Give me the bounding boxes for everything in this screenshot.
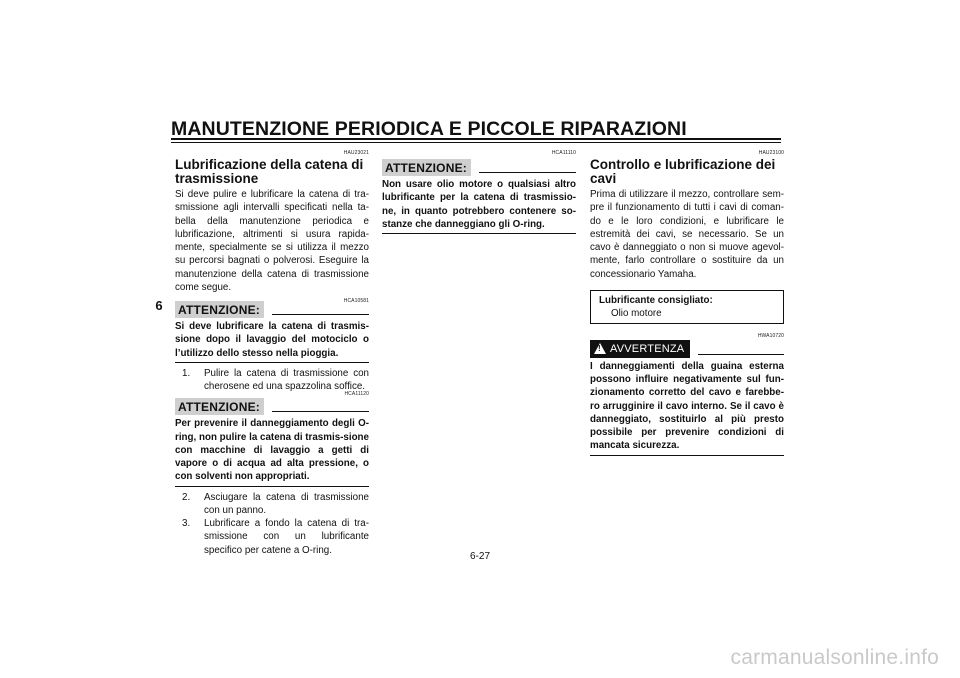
- lubricant-value: Olio motore: [611, 307, 662, 319]
- section-body: Si deve pulire e lubrificare la catena di tra-smissione agli intervalli specificati nella ta-bella della manutenzione periodica e lubrificazione, altrimenti si usura rapida-mente, specialmente se si utilizza il mezzo su percorsi bagnati o polverosi. Eseguire la manutenzione della catena di trasmissione come segue.: [175, 189, 369, 293]
- column-3: [590, 150, 784, 456]
- warning-triangle-icon: !: [594, 343, 606, 354]
- caution-code: HCA11110: [551, 150, 576, 156]
- caution-label: ATTENZIONE:: [382, 159, 471, 176]
- lubricant-box: [590, 290, 784, 324]
- steps-list: [175, 367, 369, 394]
- page-title: MANUTENZIONE PERIODICA E PICCOLE RIPARAZIONI: [171, 118, 687, 140]
- section-body: Prima di utilizzare il mezzo, controllare sem-pre il funzionamento di tutti i cavi di coman-do e le loro condizioni, e lubrificare le estremità dei cavi, se necessario. Se un cavo è danneggiato o non si muove agevol-mente, farlo controllare o sostituire da un concessionario Yamaha.: [590, 189, 784, 280]
- section-heading: Controllo e lubrificazione dei cavi: [590, 157, 776, 186]
- list-item: 2. Asciugare la catena di trasmissione con un panno.: [182, 491, 369, 516]
- list-item: 1. Pulire la catena di trasmissione con cherosene ed una spazzolina soffice.: [182, 367, 369, 392]
- caution-text: Si deve lubrificare la catena di trasmis-sione dopo il lavaggio del motociclo o l’utilizzo dello stesso nella pioggia.: [175, 320, 369, 363]
- column-2: [382, 150, 576, 234]
- caution-code: HCA11120: [344, 391, 369, 398]
- lubricant-title: Lubrificante consigliato:: [599, 294, 713, 306]
- caution-text: Non usare olio motore o qualsiasi altro lubrificante per la catena di trasmissio-ne, in quanto potrebbero contenere so-stanze che danneggiano gli O-ring.: [382, 178, 576, 234]
- footer-watermark: carmanualsonline.info: [730, 646, 939, 669]
- warning-notice: [590, 340, 784, 456]
- warning-label: ! AVVERTENZA: [590, 340, 690, 358]
- section-code: HAU23021: [343, 150, 369, 156]
- column-1: [175, 150, 369, 557]
- caution-notice: [382, 158, 576, 234]
- warning-code: HWA10720: [757, 332, 784, 339]
- page-number: 6-27: [469, 551, 490, 562]
- caution-notice: [175, 391, 369, 486]
- caution-notice: [175, 300, 369, 363]
- warning-text: I danneggiamenti della guaina esterna possono influire negativamente sul fun-zionamento corretto del cavo e farebbe-ro arrugginire il cavo interno. Se il cavo è danneggiato, sostituirlo al più presto possibile per prevenire condizioni di mancata sicurezza.: [590, 360, 784, 456]
- list-item: 3. Lubrificare a fondo la catena di tra-smissione con un lubrificante specifico per catene a O-ring.: [182, 518, 369, 556]
- caution-label: ATTENZIONE:: [175, 398, 264, 415]
- chapter-tab: 6: [155, 298, 163, 313]
- title-rule-thin: [171, 142, 781, 143]
- caution-code: HCA10581: [343, 298, 369, 304]
- section-heading: Lubrificazione della catena di trasmissione: [175, 157, 364, 186]
- caution-text: Per prevenire il danneggiamento degli O-ring, non pulire la catena di trasmis-sione con macchine di lavaggio a getti di vapore o di acqua ad alta pressione, o con solventi non appropriati.: [175, 417, 369, 486]
- title-rule: [171, 138, 781, 140]
- steps-list: [175, 491, 369, 557]
- caution-label: ATTENZIONE:: [175, 301, 264, 318]
- section-code: HAU23100: [758, 150, 784, 156]
